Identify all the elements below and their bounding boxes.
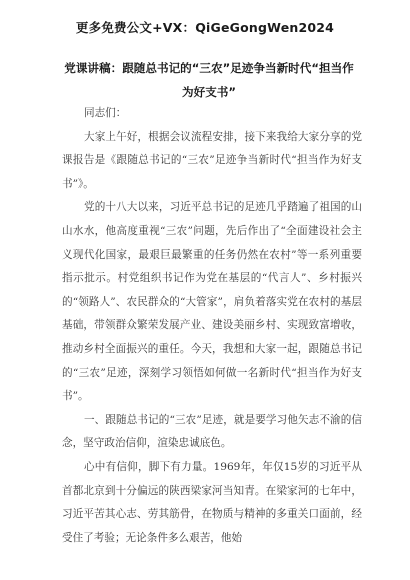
promo-header: 更多免费公文+VX：QiGeGongWen2024 bbox=[75, 20, 335, 35]
document-body bbox=[62, 102, 362, 550]
paragraph-belief: 心中有信仰，脚下有力量。1969年，年仅15岁的习近平从首都北京到十分偏远的陕西梁家河当知青。在梁家河的七年中，习近平苦其心志、劳其筋骨，在物质与精神的多重关口面前，经受住了考验；无论条件多么艰苦，他始 bbox=[62, 460, 362, 544]
document-title: 党课讲稿：跟随总书记的“三农”足迹争当新时代“担当作为好支书” bbox=[64, 61, 354, 99]
paragraph-background: 党的十八大以来，习近平总书记的足迹几乎踏遍了祖国的山山水水，他高度重视“三农”问题，先后作出了“全面建设社会主义现代化国家，最艰巨最繁重的任务仍然在农村”等一系列重要指示批示。村党组织书记作为党在基层的“代言人”、乡村振兴的“领路人”、农民群众的“大管家”，肩负着落实党在农村的基层基础，带领群众繁荣发展产业、建设美丽乡村、实现致富增收，推动乡村全面振兴的重任。今天，我想和大家一起，跟随总书记的“三农”足迹，深刻学习领悟如何做一名新时代“担当作为好支书”。 bbox=[62, 201, 362, 403]
salutation: 同志们： bbox=[84, 107, 127, 119]
section-heading-one: 一、跟随总书记的“三农”足迹，就是要学习他矢志不渝的信念，坚守政治信仰，渲染忠诚底色。 bbox=[62, 413, 362, 450]
paragraph-intro: 大家上午好，根据会议流程安排，接下来我给大家分享的党课报告是《跟随总书记的“三农”足迹争当新时代“担当作为好支书”》。 bbox=[62, 130, 362, 190]
